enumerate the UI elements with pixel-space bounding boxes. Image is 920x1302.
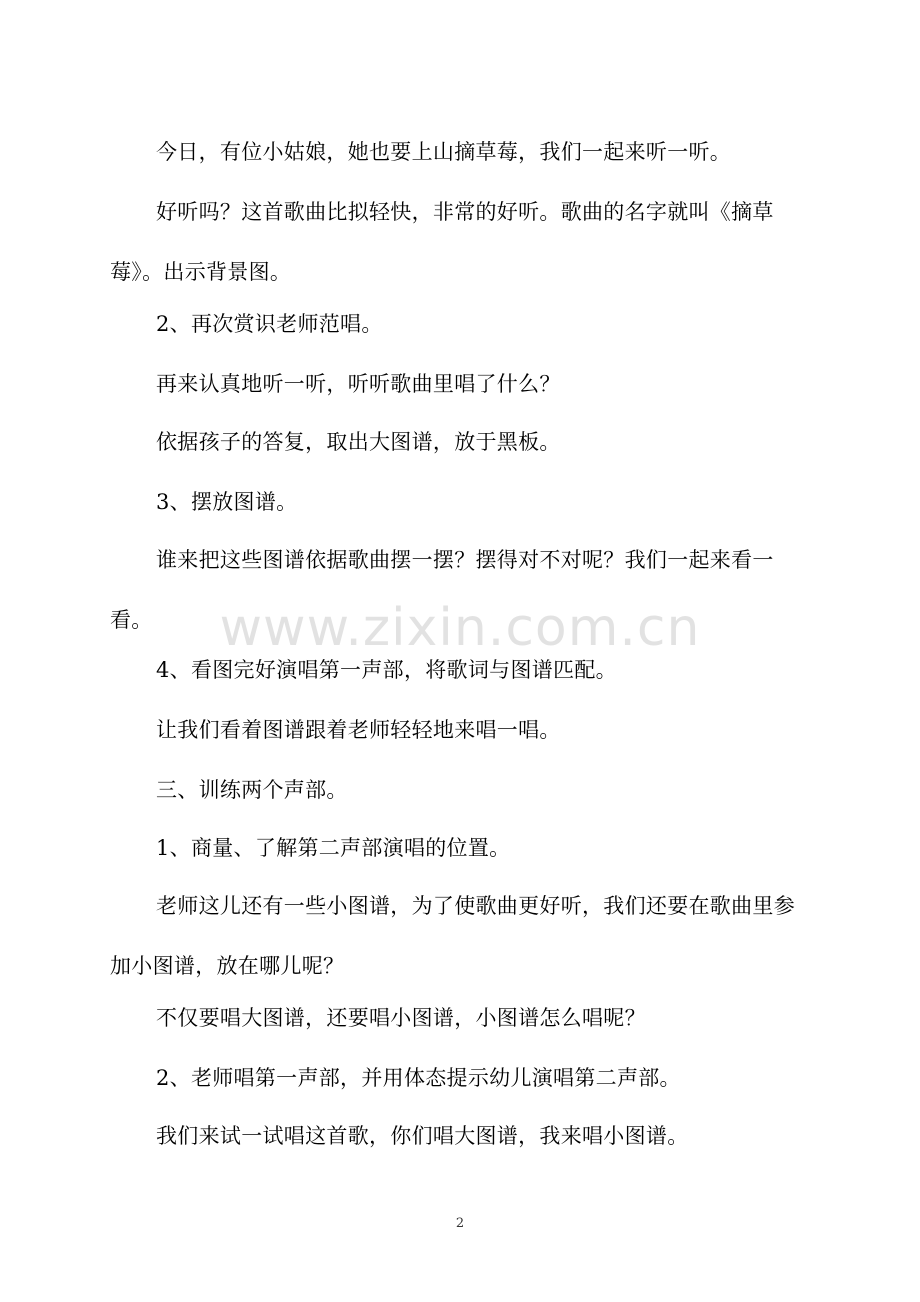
paragraph-9: 让我们看着图谱跟着老师轻轻地来唱一唱。 (156, 718, 561, 742)
paragraph-8: 4、看图完好演唱第一声部，将歌词与图谱匹配。 (156, 658, 617, 682)
paragraph-11: 1、商量、了解第二声部演唱的位置。 (156, 836, 511, 860)
paragraph-4: 再来认真地听一听，听听歌曲里唱了什么？ (156, 372, 561, 396)
paragraph-6: 3、摆放图谱。 (156, 490, 298, 514)
watermark: www.zixin.com.cn (219, 598, 701, 658)
paragraph-1: 今日，有位小姑娘，她也要上山摘草莓，我们一起来听一听。 (156, 140, 732, 164)
page-number: 2 (455, 1216, 465, 1231)
paragraph-3: 2、再次赏识老师范唱。 (156, 312, 383, 336)
paragraph-2: 好听吗？这首歌曲比拟轻快，非常的好听。歌曲的名字就叫《摘草莓》。出示背景图。 (110, 200, 774, 284)
paragraph-13: 不仅要唱大图谱，还要唱小图谱，小图谱怎么唱呢？ (156, 1006, 646, 1030)
paragraph-5: 依据孩子的答复，取出大图谱，放于黑板。 (156, 430, 561, 454)
paragraph-14: 2、老师唱第一声部，并用体态提示幼儿演唱第二声部。 (156, 1066, 681, 1090)
paragraph-15: 我们来试一试唱这首歌，你们唱大图谱，我来唱小图谱。 (156, 1124, 689, 1148)
paragraph-12: 老师这儿还有一些小图谱，为了使歌曲更好听，我们还要在歌曲里参加小图谱，放在哪儿呢？ (110, 894, 795, 978)
paragraph-10: 三、训练两个声部。 (156, 778, 348, 802)
paragraph-7: 谁来把这些图谱依据歌曲摆一摆？摆得对不对呢？我们一起来看一看。 (110, 548, 774, 632)
